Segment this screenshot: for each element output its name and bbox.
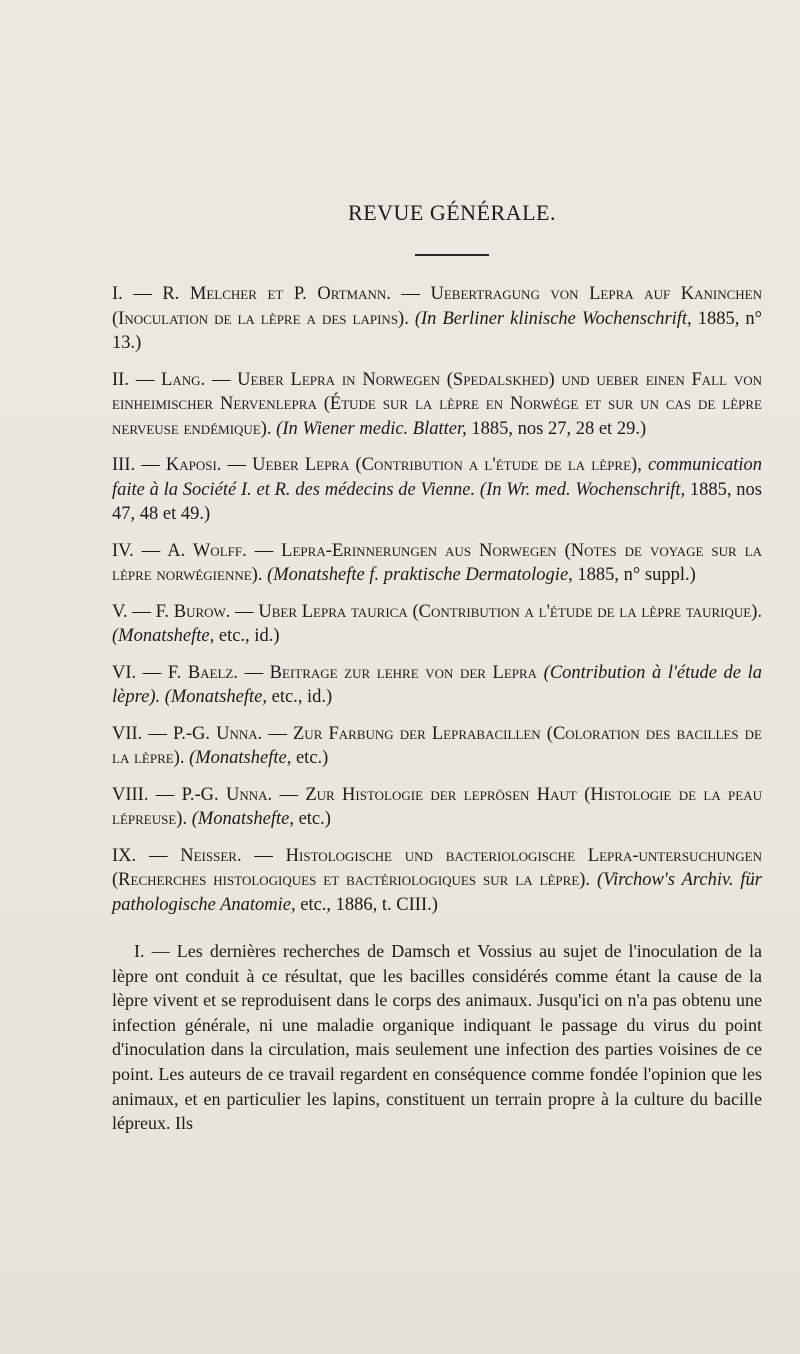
reference-entry [112,722,762,771]
reference-number: III. [112,455,136,475]
reference-source-details: etc., id.) [214,626,280,646]
reference-entry [112,783,762,832]
reference-source-details: 1885, nos 47, 48 et 49.) [112,479,762,524]
body-paragraph: I. — Les dernières recherches de Damsch et Vossius au sujet de l'inoculation de la lèpre ont conduit à ce résultat, que les bacilles considérés comme étant la cause de la lèpre vivent et se reproduisent dans le corps des animaux. Jusqu'ici on n'a pas obtenu une infection générale, ni une maladie organique indiquant le passage du virus du point d'inoculation dans la circulation, mais seulement une infection des parties voisines de ce point. Les auteurs de ce travail regardent en conséquence comme fondée l'opinion que les animaux, et en particulier les lapins, constituent un terrain propre à la culture du bacille lépreux. Ils [112,941,762,1134]
reference-list [112,282,762,917]
reference-source: (Monatshefte, [112,626,215,646]
page-content [112,200,762,1154]
reference-source-details: etc., 1886, t. CIII.) [295,894,438,915]
reference-source-details: 1885, nos 27, 28 et 29.) [466,418,647,439]
reference-source: (In Wiener medic. Blatter, [276,418,467,439]
reference-entry [112,453,762,527]
reference-source-details: etc.) [293,809,331,829]
reference-entry [112,661,762,710]
reference-number: VII. [112,723,143,744]
reference-source-details: 1885, n° suppl.) [572,565,696,585]
reference-source: (In Berliner klinische Wochenschrift, [414,308,692,329]
reference-source: (Monatshefte, [189,748,292,768]
reference-number: IV. [112,540,134,561]
reference-number: I. [112,284,123,304]
reference-title: — P.-G. Unna. — Zur Farbung der Leprabacillen (Coloration des bacilles de la lèpre). [112,723,762,768]
reference-source: (Monatshefte, [191,809,294,829]
reference-entry [112,282,762,356]
reference-entry [112,539,762,588]
reference-source-details: etc.) [291,748,329,768]
reference-source: (Virchow's Archiv. für pathologische Anatomie, [112,870,762,915]
reference-title: — F. Burow. — Uber Lepra taurica (Contribution a l'étude de la lèpre taurique). [127,601,762,622]
reference-number: VIII. [112,784,149,805]
reference-title: — A. Wolff. — Lepra-Erinnerungen aus Norwegen (Notes de voyage sur la lèpre norwégienne). [112,540,762,585]
reference-title: — Lang. — Ueber Lepra in Norwegen (Spedalskhed) und ueber einen Fall von einheimischer Nervenlepra (Étude sur la lèpre en Norwége et sur un cas de lèpre nerveuse endémique). [112,369,762,439]
reference-source: (Contribution à l'étude de la lèpre). (Monatshefte, [112,662,762,707]
reference-source-details: etc., id.) [266,687,333,707]
reference-source-details: 1885, n° 13.) [112,308,762,353]
reference-number: II. [112,369,129,390]
reference-entry [112,844,762,918]
title-divider [415,254,489,256]
reference-title: — Neisser. — Histologische und bacteriologische Lepra-untersuchungen (Recherches histologiques et bactériologiques sur la lèpre). [112,845,762,890]
reference-source: communication faite à la Société I. et R. des médecins de Vienne. (In Wr. med. Wochenschrift, [112,455,762,500]
reference-entry [112,600,762,649]
page-title: REVUE GÉNÉRALE. [348,200,556,225]
reference-number: V. [112,601,128,622]
reference-source: (Monatshefte f. praktische Dermatologie, [267,565,573,585]
reference-number: IX. [112,845,137,866]
reference-title: — F. Baelz. — Beitrage zur lehre von der Lepra [136,662,544,683]
reference-entry [112,368,762,442]
reference-title: — P.-G. Unna. — Zur Histologie der leprösen Haut (Histologie de la peau lépreuse). [112,784,762,829]
reference-title: — Kaposi. — Ueber Lepra (Contribution a l'étude de la lèpre), [135,455,648,475]
reference-title: — R. Melcher et P. Ortmann. — Uebertragung von Lepra auf Kaninchen (Inoculation de la lèpre a des lapins). [112,284,762,329]
reference-number: VI. [112,662,137,683]
